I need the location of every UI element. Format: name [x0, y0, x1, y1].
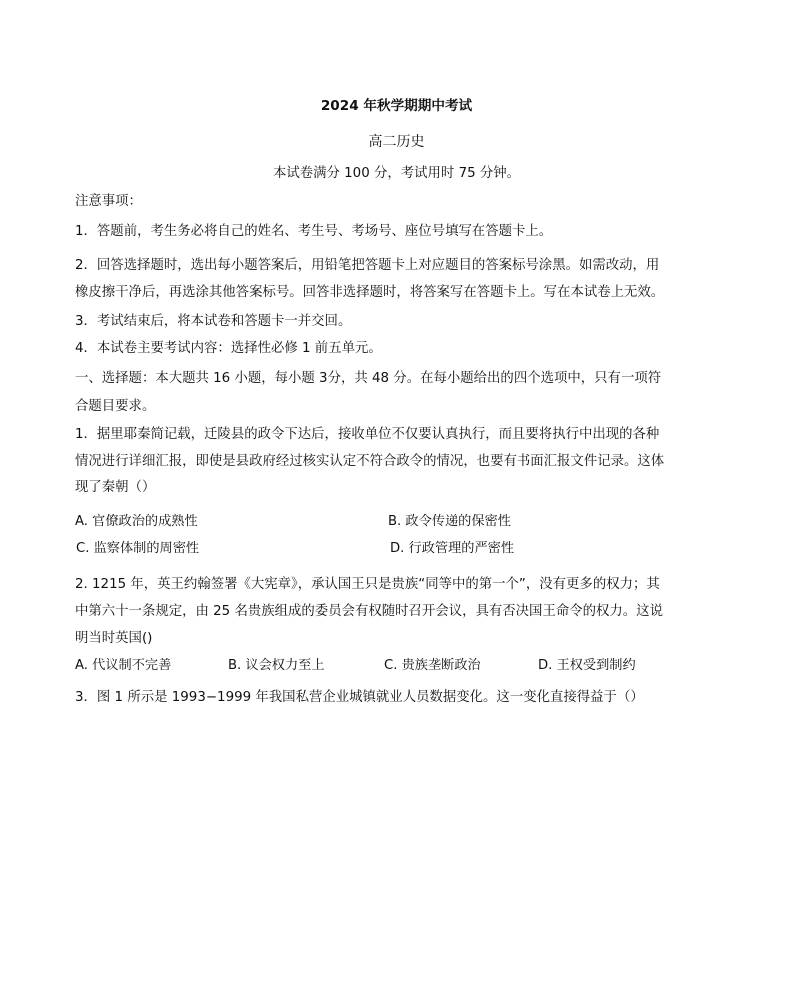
q1-line-2: 情况进行详细汇报，即使是县政府经过核实认定不符合政令的情况，也要有书面汇报文件记录。这体 — [75, 454, 665, 469]
q2-line-3: 明当时英国() — [75, 631, 153, 646]
exam-info: 本试卷满分 100 分，考试用时 75 分钟。 — [272, 166, 521, 181]
q3-line-1: 3．图 1 所示是 1993−1999 年我国私营企业城镇就业人员数据变化。这一变化直接得益于（） — [75, 690, 644, 705]
q1-option-c: C. 监察体制的周密性 — [76, 541, 200, 556]
q2-option-c: C. 贵族垄断政治 — [384, 658, 481, 673]
q1-line-1: 1．据里耶秦简记载，迁陵县的政令下达后，接收单位不仅要认真执行，而且要将执行中出现的各种 — [75, 427, 660, 442]
note-2-line-1: 2．回答选择题时，选出每小题答案后，用铅笔把答题卡上对应题目的答案标号涂黑。如需改动，用 — [75, 258, 660, 273]
exam-title: 2024 年秋学期期中考试 — [320, 98, 473, 114]
subject-title: 高二历史 — [368, 134, 425, 150]
note-3: 3．考试结束后，将本试卷和答题卡一并交回。 — [75, 314, 352, 329]
q2-option-d: D. 王权受到制约 — [538, 658, 636, 673]
q2-line-2: 中第六十一条规定，由 25 名贵族组成的委员会有权随时召开会议，具有否决国王命令的权力。这说 — [75, 604, 663, 619]
q2-option-b: B. 议会权力至上 — [228, 658, 325, 673]
section-1-line-1: 一、选择题：本大题共 16 小题，每小题 3分，共 48 分。在每小题给出的四个选项中，只有一项符 — [75, 371, 662, 386]
q1-option-d: D. 行政管理的严密性 — [390, 541, 515, 556]
q1-option-a: A. 官僚政治的成熟性 — [75, 514, 198, 529]
section-1-line-2: 合题目要求。 — [75, 399, 156, 414]
note-2-line-2: 橡皮擦干净后，再选涂其他答案标号。回答非选择题时，将答案写在答题卡上。写在本试卷上无效。 — [75, 285, 665, 300]
q1-option-b: B. 政令传递的保密性 — [388, 514, 511, 529]
note-4: 4．本试卷主要考试内容：选择性必修 1 前五单元。 — [75, 341, 382, 356]
q2-line-1: 2. 1215 年，英王约翰签署《大宪章》，承认国王只是贵族“同等中的第一个”，没有更多的权力；其 — [75, 577, 660, 592]
notes-heading: 注意事项： — [75, 194, 142, 209]
q2-option-a: A. 代议制不完善 — [75, 658, 172, 673]
q1-line-3: 现了秦朝（） — [75, 480, 156, 495]
note-1: 1．答题前，考生务必将自己的姓名、考生号、考场号、座位号填写在答题卡上。 — [75, 224, 553, 239]
